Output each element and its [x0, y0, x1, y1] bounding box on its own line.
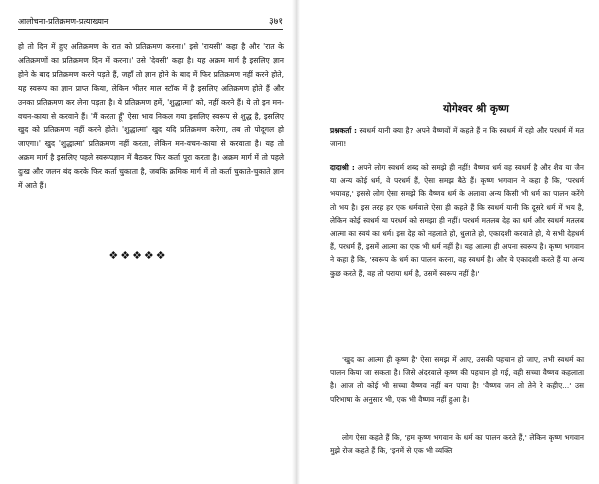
left-body-text: हो तो दिन में हुए अतिक्रमण के रात को प्रतिक्रमण करना।' इसे 'रायसी' कहा है और 'रात के अतिक्रमणों का प्रतिक्रमण दिन में करना।' उसे 'देवसी' कहा है। यह अक्रम मार्ग है इसलिए ज्ञान होने के बाद प्रतिक्रमण करने पड़ते हैं, जहाँ तो ज्ञान होने के बाद में फिर प्रतिक्रमण नहीं करने होते, यह स्वरूप का ज्ञान प्राप्त किया, लेकिन भीतर माल स्टॉक में है इसलिए अतिक्रमण होते हैं और उनका प्रतिक्रमण कर लेना पड़ता है। ये प्रतिक्रमण हमें, 'शुद्धात्मा' को, नहीं करने हैं। ये तो इन मन-वचन-काया से करवाने हैं। 'मैं करता हूँ' ऐसा भाव निकल गया इसलिए स्वरूप से शुद्ध है, इसलिए खुद को प्रतिक्रमण नहीं करने होते। 'शुद्धात्मा' खुद यदि प्रतिक्रमण करेगा, तब तो पोदूगल हो जाएगा।' खुद 'शुद्धात्मा' प्रतिक्रमण नहीं करता, लेकिन मन-वचन-काया से करवाता है। यह तो अक्रम मार्ग है इसलिए पहले स्वरूपज्ञान में बैठकर फिर कर्ता पूरा करता है। अक्रम मार्ग में तो पहले दुःख और जलन बंद करके फिर कर्ता चुकाता है, जबकि क्रमिक मार्ग में तो कर्ता चुकाते-चुकाते ज्ञान में आते हैं। [18, 42, 284, 191]
left-page [0, 0, 293, 484]
right-page [300, 0, 599, 484]
answer-text: अपने लोग स्वधर्म शब्द को समझे ही नहीं! वैष्णव धर्म वह स्वधर्म है और शैव या जैन या अन्य कोई धर्म, वे परधर्म हैं, ऐसा समझ बैठे हैं। कृष्ण भगवान ने कहा है कि, 'परधर्म भयावह,' इससे लोग ऐसा समझे कि वैष्णव धर्म के अलावा अन्य किसी भी धर्म का पालन करेंगे तो भय है। इस तरह हर एक धर्मवाले ऐसा ही कहते हैं कि स्वधर्म यानी कि दूसरे धर्म में भय है, लेकिन कोई स्वधर्म या परधर्म को समझा ही नहीं। परधर्म मतलब देह का धर्म और स्वधर्म मतलब आत्मा का स्वयं का धर्म। इस देह को नहलाते हो, धुलाते हो, एकादशी करवाते हो, ये सभी देहधर्म हैं, परधर्म हैं, इसमें आत्मा का एक भी धर्म नहीं है। यह आत्मा ही अपना स्वरूप है। कृष्ण भगवान ने कहा है कि, 'स्वरूप के धर्म का पालन करना, वह स्वधर्म है। और ये एकादशी करते हैं या अन्य कुछ करते हैं, वह तो पराया धर्म है, उसमें स्वरूप नहीं है।' [330, 163, 584, 278]
body-paragraph-2: 'खुद का आत्मा ही कृष्ण है' ऐसा समझ में आए, उसकी पहचान हो जाए, तभी स्वधर्म का पालन किया जा सकता है। जिसे अंदरवाले कृष्ण की पहचान हो गई, वही सच्चा वैष्णव कहलाता है। आज तो कोई भी सच्चा वैष्णव नहीं बन पाया है! 'वैष्णव जन तो तेने रे कहीए...' उस परिभाषा के अनुसार भी, एक भी वैष्णव नहीं हुआ है। [330, 355, 584, 404]
question-speaker: प्रश्नकर्ता : [330, 126, 357, 135]
section-end-ornament: ❖❖❖❖❖ [108, 249, 168, 262]
body-paragraph-3: लोग ऐसा कहते हैं कि, 'हम कृष्ण भगवान के धर्म का पालन करते हैं,' लेकिन कृष्ण भगवान मुझे रोज कहते हैं कि, 'इनमें से एक भी व्यक्ति [330, 433, 584, 456]
book-gutter [292, 0, 300, 484]
chapter-title: योगेश्वर श्री कृष्ण [443, 103, 509, 115]
header-title: आलोचना-प्रतिक्रमण-प्रत्याख्यान [18, 17, 109, 26]
question-paragraph [330, 124, 584, 150]
answer-paragraph [330, 161, 584, 280]
answer-speaker: दादाश्री : [330, 163, 355, 172]
page-number: ३७१ [268, 17, 283, 27]
running-header [18, 15, 283, 30]
question-text: स्वधर्म यानी क्या है? अपने वैष्णवों में कहते हैं न कि स्वधर्म में रहो और परधर्म में मत जाना! [330, 126, 584, 149]
